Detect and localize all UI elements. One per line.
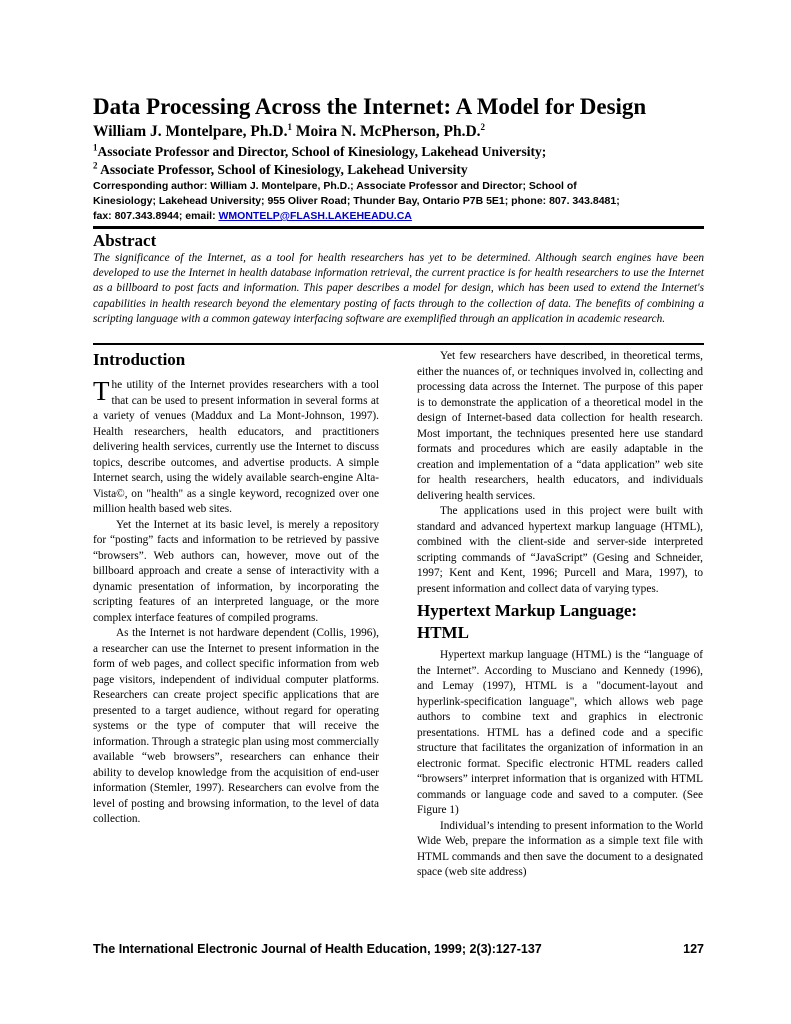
affiliation-1-superscript: 1 [93,142,98,153]
page-number: 127 [683,942,704,956]
abstract-rule [93,343,704,345]
corr-line-3 [93,209,703,224]
introduction-heading: Introduction [93,350,186,369]
email-link[interactable]: WMONTELP@FLASH.LAKEHEADU.CA [218,210,412,222]
corr-fax-prefix: fax: 807.343.8944; email: [93,210,219,222]
intro-paragraph-1-text: he utility of the Internet provides researchers with a tool that can be used to present information in several forms at a variety of venues (Maddux and La Mont-Johnson, 1997). Health researchers, health educators, and practitioners delivering health services, currently use the Internet to discuss topics, describe outcomes, and advertise products. A simple Internet search, using the widely available search-engine Alta-Vista©, on "health" as a single keyword, recognized over one million health based web sites. [93,379,379,515]
left-column [93,349,379,828]
author-line [93,122,713,142]
affiliation-1-text: Associate Professor and Director, School of Kinesiology, Lakehead University; [97,144,547,159]
corresponding-author-block [93,179,703,224]
affiliation-2 [93,161,713,179]
intro-paragraph-1 [93,378,379,518]
author-2-superscript: 2 [480,121,486,132]
header-rule [93,226,704,229]
intro-paragraph-2: Yet the Internet at its basic level, is merely a repository for “posting” facts and information to be retrieved by passive “browsers”. Web authors can, however, move out of the billboard approach and create a sense of interactivity with a dynamic presentation of information, by incorporating the scripting features of an interpreted language, or the more complex interface features of compiled programs. [93,518,379,624]
html-paragraph-1: Hypertext markup language (HTML) is the “language of the Internet”. According to Musciano and Kennedy (1996), and Lemay (1997), HTML is a "document-layout and hyperlink-specification language", which allows web page authors to combine text and graphics in electronic presentations. HTML has a defined code and a specific structure that facilitates the organization of information in an electronic format. Specific electronic HTML readers called “browsers” interpret information that is organized with HTML commands or language code and saved to a computer. (See Figure 1) [417,649,703,816]
journal-citation: The International Electronic Journal of Health Education, 1999; 2(3):127-137 [93,942,542,956]
html-heading-line-1: Hypertext Markup Language: [417,601,638,620]
intro-paragraph-3: As the Internet is not hardware dependent (Collis, 1996), a researcher can use the Internet to present information in the form of web pages, and collect specific information from web page visitors, independent of individual computer platforms. Researchers can create project specific applications that are presented to a target audience, without regard for operating systems or the type of computer that will receive the information. Through a strategic plan using most commercially available “web browsers”, researchers can enhance their ability to develop knowledge from the acquisition of end-user information (Stemler, 1997). Researchers can evolve from the level of posting and browsing information, to the level of data collection. [93,627,379,825]
author-1-superscript: 1 [287,121,292,132]
affiliation-2-text: Associate Professor, School of Kinesiology, Lakehead University [97,162,468,177]
author-2: Moira N. McPherson, Ph.D. [291,123,481,140]
right-column [417,349,703,881]
html-heading-line-2: HTML [417,623,469,642]
page-footer [93,941,704,957]
corr-line-1: Corresponding author: William J. Montelpare, Ph.D.; Associate Professor and Director; School of [93,180,577,192]
paper-title: Data Processing Across the Internet: A Model for Design [93,94,647,119]
drop-cap: T [93,376,110,406]
corr-line-2: Kinesiology; Lakehead University; 955 Oliver Road; Thunder Bay, Ontario P7B 5E1; phone: 807. 343.8481; [93,195,620,207]
html-section-heading [417,600,703,644]
affiliation-2-superscript: 2 [93,160,98,171]
abstract-text: The significance of the Internet, as a tool for health researchers has yet to be determined. Although search engines have been developed to use the Internet in health database information retrieval, the current practice is for health researchers to use the Internet as a billboard to post facts and information. This paper describes a model for design, which has been used to extend the Internet's capabilities in health research beyond the elementary posting of facts through to the collection of data. The benefits of combining a scripting language with a common gateway interfacing software are exemplified through an application in academic research. [93,252,704,325]
right-paragraph-2: The applications used in this project were built with standard and advanced hypertext markup language (HTML), combined with the client-side and server-side interpreted scripting commands of “JavaScript” (Gesing and Schneider, 1997; Kent and Kent, 1996; Purcell and Mara, 1997), to present information and collect data of varying types. [417,505,703,595]
html-paragraph-2: Individual’s intending to present information to the World Wide Web, prepare the information as a simple text file with HTML commands and then save the document to a designated space (web site address) [417,819,703,878]
author-1: William J. Montelpare, Ph.D. [93,123,288,140]
affiliation-1 [93,143,713,161]
abstract-heading: Abstract [93,231,157,250]
right-paragraph-1: Yet few researchers have described, in theoretical terms, either the nuances of, or techniques involved in, collecting and processing data across the Internet. The purpose of this paper is to demonstrate the application of a theoretical model in the design of Internet-based data collection for health research. Most important, the techniques presented here use standard formats and procedures which are easily adaptable in the creation and implementation of a “data application” web site for health researchers, health educators, and individuals delivering health services. [417,350,703,502]
